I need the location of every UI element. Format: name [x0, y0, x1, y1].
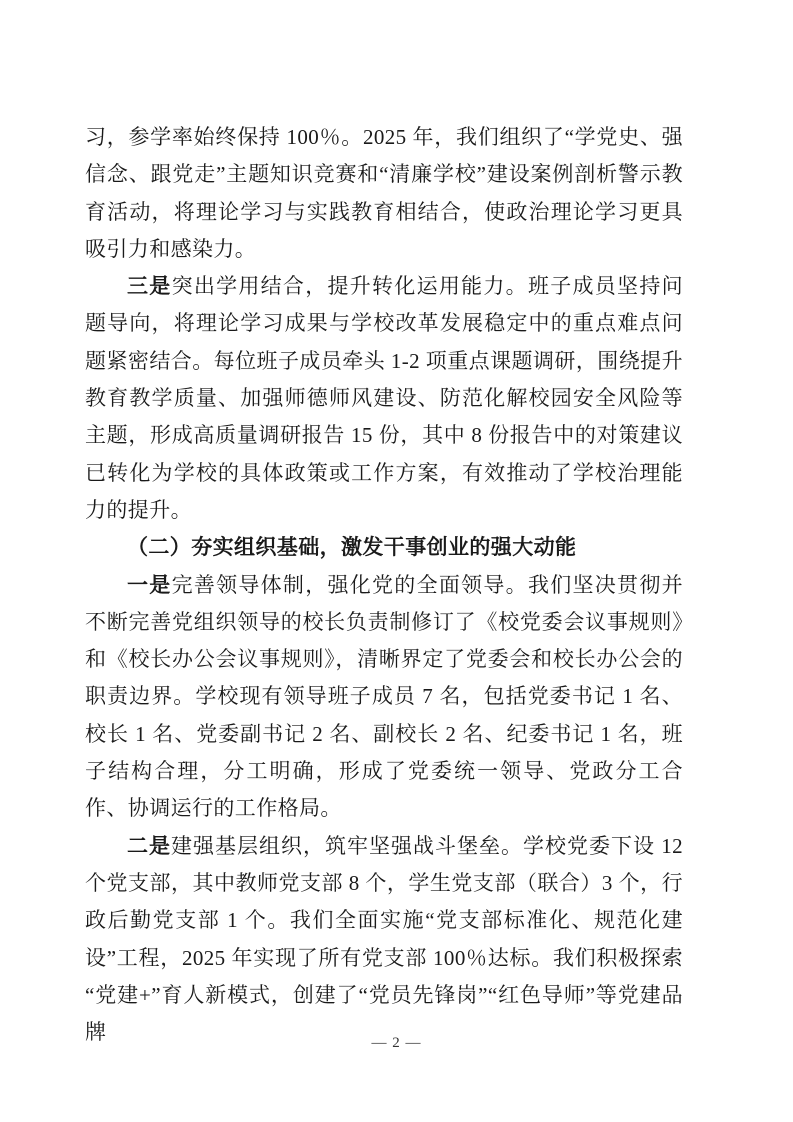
page-footer: [0, 1033, 793, 1053]
document-body: [85, 119, 683, 1051]
text-run: 突出学用结合，提升转化运用能力。班子成员坚持问题导向，将理论学习成果与学校改革发展稳定中的重点难点问题紧密结合。每位班子成员牵头 1-2 项重点课题调研，围绕提升教育教学质量、加强师德师风建设、防范化解校园安全风险等主题，形成高质量调研报告 15 份，其中 8 份报告中的对策建议已转化为学校的具体政策或工作方案，有效推动了学校治理能力的提升。: [85, 274, 683, 522]
section-heading: [85, 529, 683, 566]
paragraph: [85, 119, 683, 268]
page-number: — 2 —: [371, 1035, 422, 1051]
emphasis-run: （二）夯实组织基础，激发干事创业的强大动能: [127, 535, 577, 560]
emphasis-run: 二是: [127, 833, 171, 858]
paragraph: [85, 567, 683, 828]
paragraph: [85, 828, 683, 1052]
text-run: 完善领导体制，强化党的全面领导。我们坚决贯彻并不断完善党组织领导的校长负责制修订了《校党委会议事规则》和《校长办公会议事规则》，清晰界定了党委会和校长办公会的职责边界。学校现有领导班子成员 7 名，包括党委书记 1 名、校长 1 名、党委副书记 2 名、副校长 2 名、纪委书记 1 名，班子结构合理，分工明确，形成了党委统一领导、党政分工合作、协调运行的工作格局。: [85, 572, 683, 821]
paragraph: [85, 268, 683, 529]
emphasis-run: 一是: [127, 572, 172, 597]
text-run: 建强基层组织，筑牢坚强战斗堡垒。学校党委下设 12 个党支部，其中教师党支部 8 个，学生党支部（联合）3 个，行政后勤党支部 1 个。我们全面实施“党支部标准化、规范化建设”工程，2025 年实现了所有党支部 100％达标。我们积极探索“党建+”育人新模式，创建了“党员先锋岗”“红色导师”等党建品牌: [85, 833, 683, 1045]
text-run: 习，参学率始终保持 100％。2025 年，我们组织了“学党史、强信念、跟党走”主题知识竞赛和“清廉学校”建设案例剖析警示教育活动，将理论学习与实践教育相结合，使政治理论学习更具吸引力和感染力。: [85, 125, 683, 261]
emphasis-run: 三是: [127, 274, 172, 299]
